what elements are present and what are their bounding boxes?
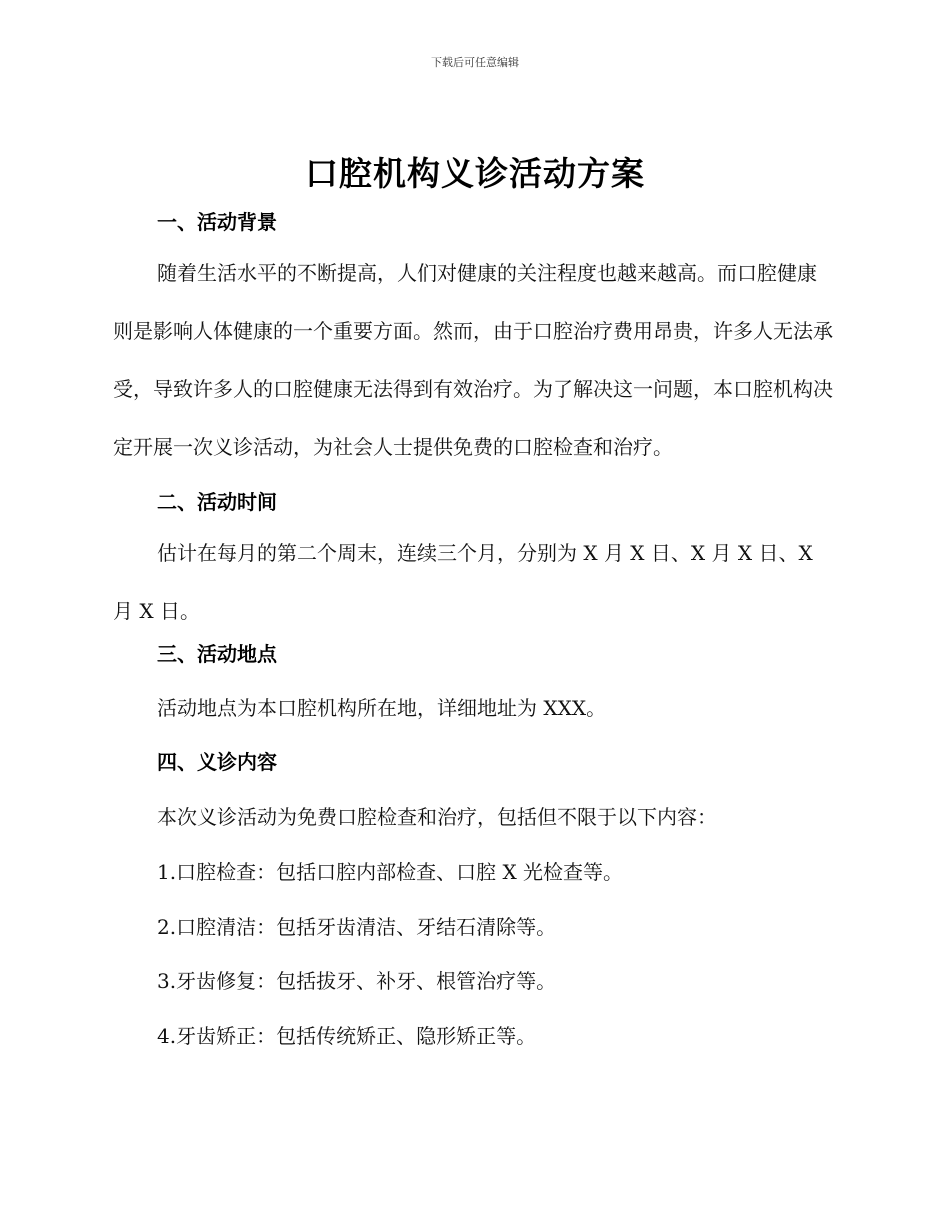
- list-item: 1.口腔检查：包括口腔内部检查、口腔 X 光检查等。: [157, 860, 624, 884]
- section-heading-location: 三、活动地点: [157, 642, 277, 666]
- page-header-note: 下载后可任意编辑: [431, 56, 519, 69]
- section-intro-content: 本次义诊活动为免费口腔检查和治疗，包括但不限于以下内容：: [157, 805, 717, 829]
- section-paragraph-location: 活动地点为本口腔机构所在地，详细地址为 XXX。: [157, 696, 607, 720]
- section-heading-time: 二、活动时间: [157, 490, 277, 514]
- section-heading-content: 四、义诊内容: [157, 750, 277, 774]
- list-item: 3.牙齿修复：包括拔牙、补牙、根管治疗等。: [157, 969, 557, 993]
- section-paragraph-time: 估计在每月的第二个周末，连续三个月，分别为 X 月 X 日、X 月 X 日、X 月 X 日。: [113, 541, 813, 623]
- section-paragraph-background: 随着生活水平的不断提高，人们对健康的关注程度也越来越高。而口腔健康则是影响人体健康的一个重要方面。然而，由于口腔治疗费用昂贵，许多人无法承受，导致许多人的口腔健康无法得到有效治疗。为了解决这一问题，本口腔机构决定开展一次义诊活动，为社会人士提供免费的口腔检查和治疗。: [113, 261, 833, 459]
- document-title: 口腔机构义诊活动方案: [305, 154, 645, 193]
- list-item: 2.口腔清洁：包括牙齿清洁、牙结石清除等。: [157, 915, 557, 939]
- section-heading-background: 一、活动背景: [157, 210, 277, 234]
- list-item: 4.牙齿矫正：包括传统矫正、隐形矫正等。: [157, 1024, 537, 1048]
